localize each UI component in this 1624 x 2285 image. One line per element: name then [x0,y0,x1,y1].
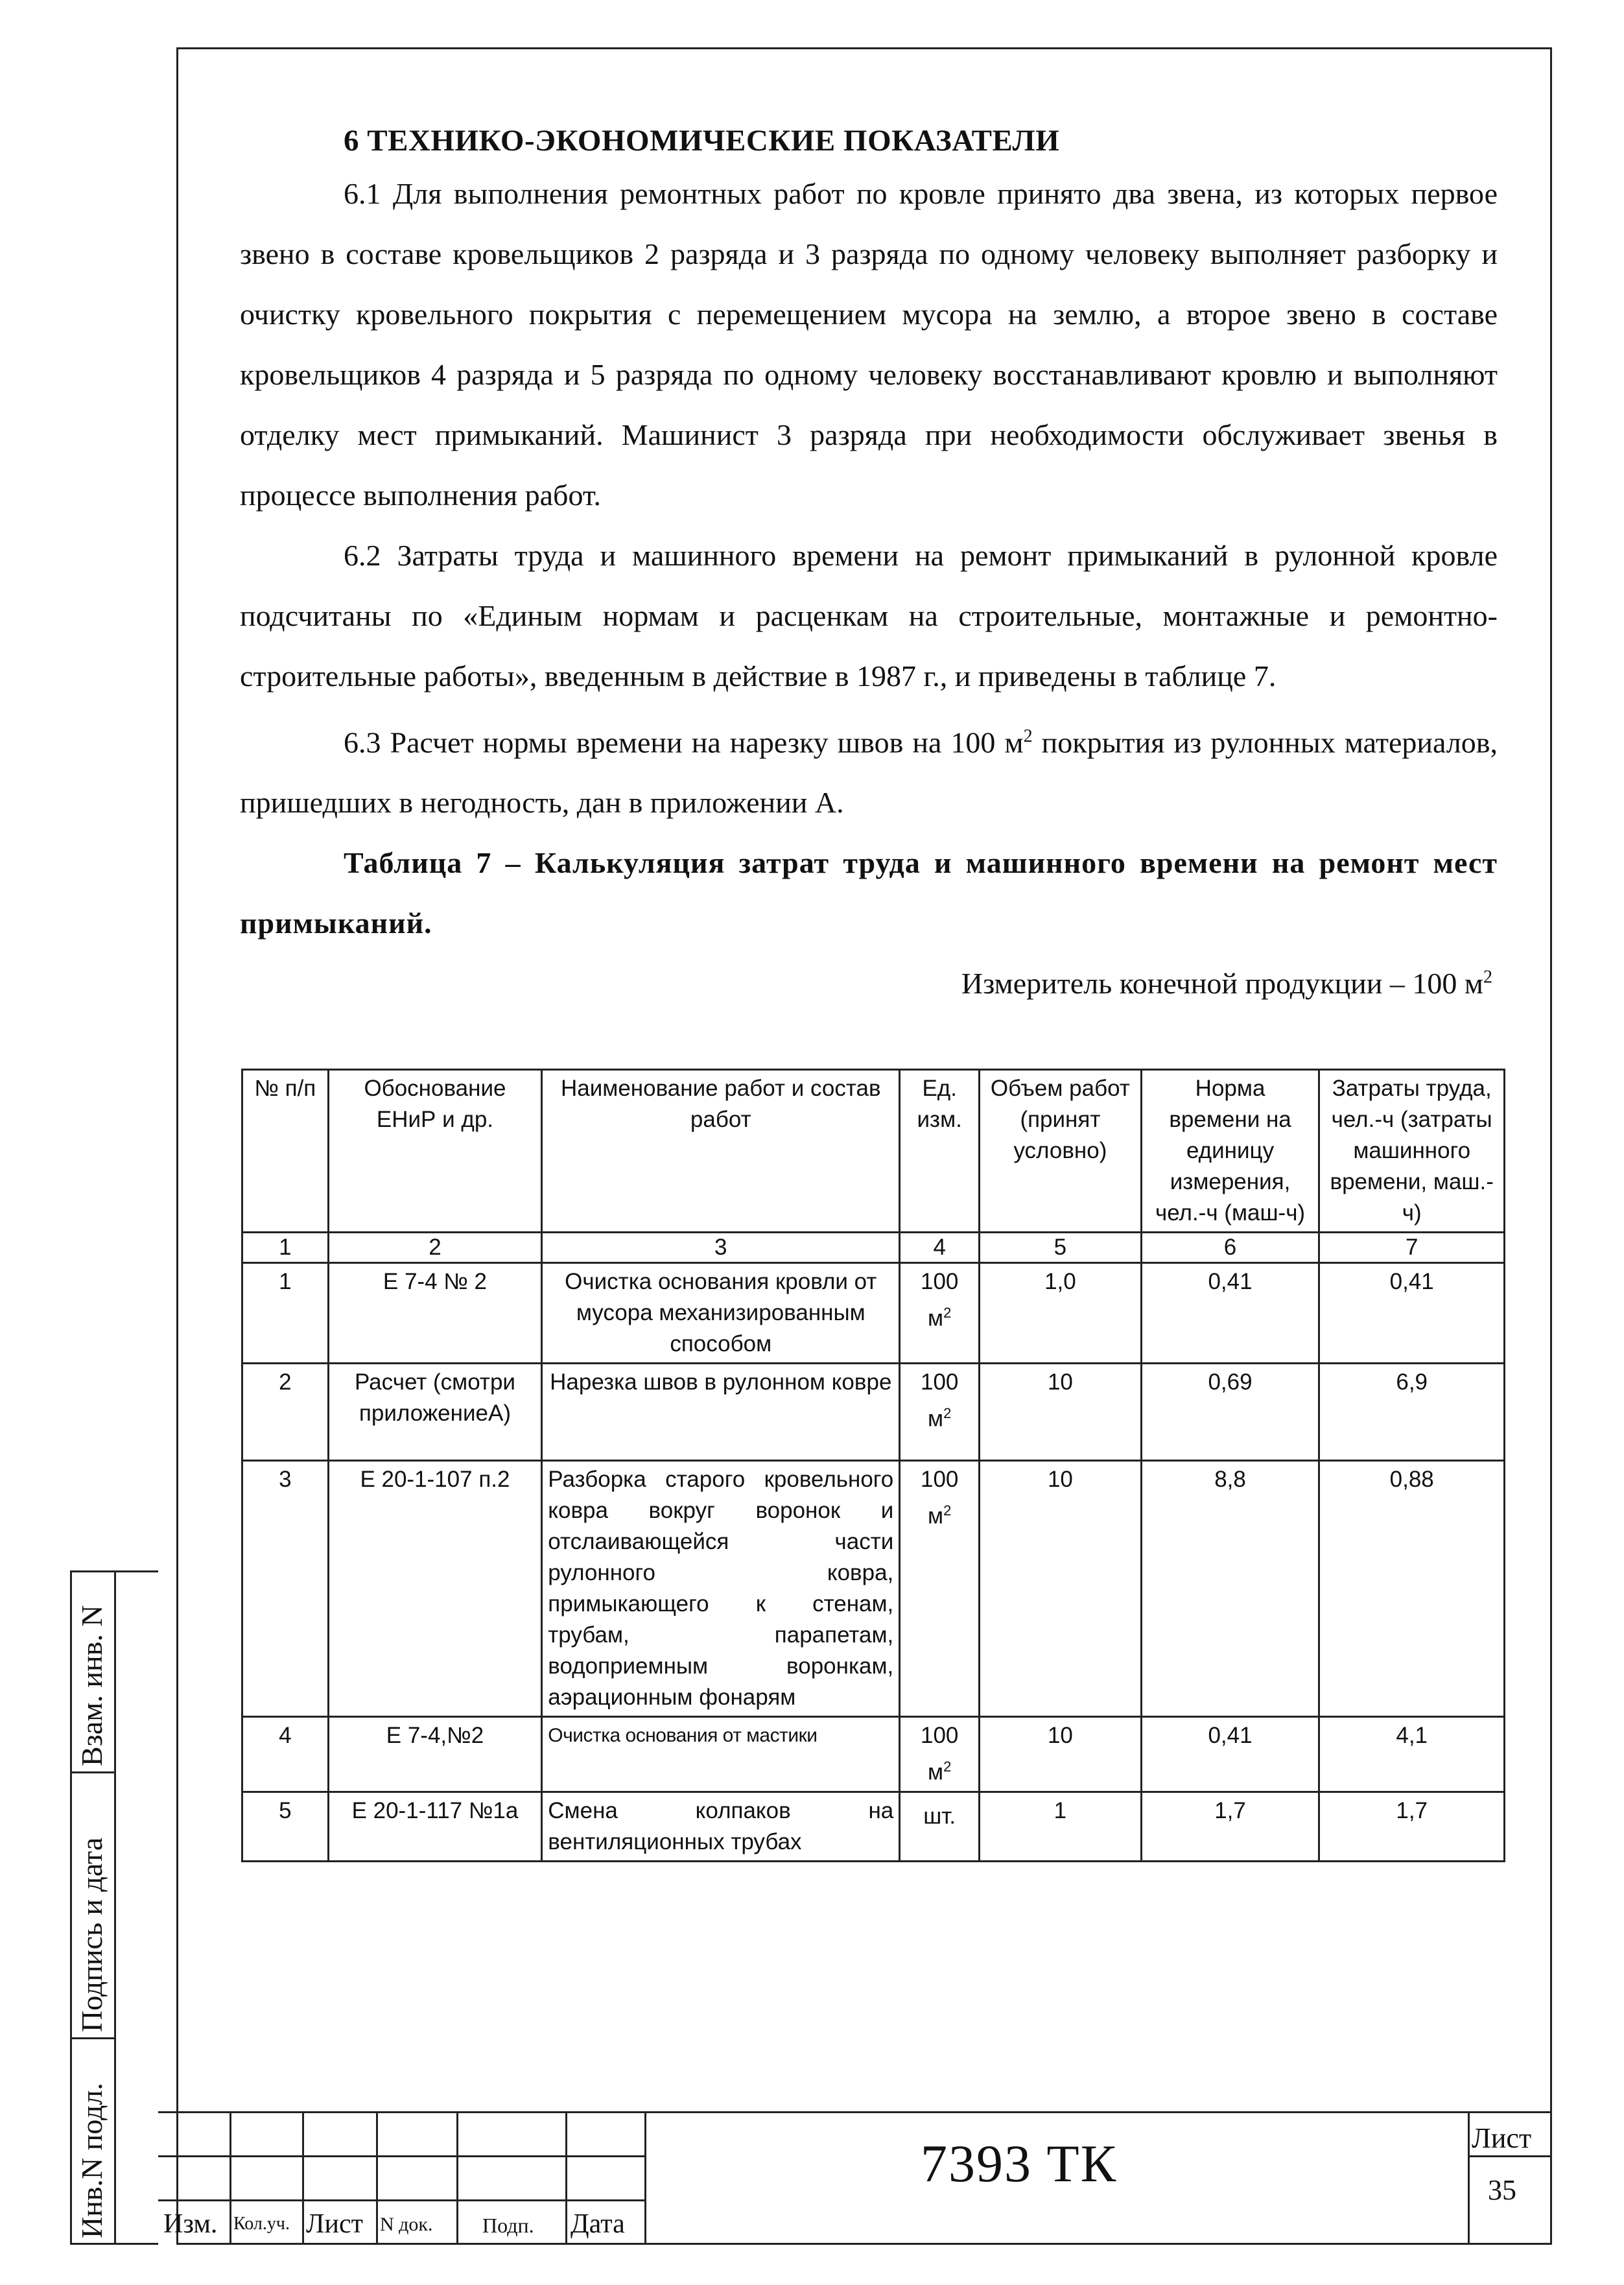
table-row: 4 Е 7-4,№2 Очистка основания от мастики 100 $м^2$ 10 0,41 4,1 [242,1717,1505,1792]
table-row: 3 Е 20-1-107 п.2 Разборка старого кровельного ковра вокруг воронок и отслаивающейся части рулонного ковра, примыкающего к стенам, трубам, парапетам, водоприемным воронкам, аэрационным фонарям 100 $м^2$ 10 8,8 0,88 [242,1461,1505,1717]
measure-unit: Измеритель конечной продукции – 100 $м^2$ [961,967,1492,1000]
col-header: Объем работ (принят условно) [980,1070,1142,1233]
replace-inv-label: Взам. инв. N [75,1605,108,1766]
section-body [240,123,1498,1000]
column-number-row: 1 2 3 4 5 6 7 [242,1233,1505,1263]
section-title: 6 ТЕХНИКО-ЭКОНОМИЧЕСКИЕ ПОКАЗАТЕЛИ [344,124,1060,158]
col-header: Наименование работ и состав работ [542,1070,900,1233]
col-header: Затраты труда, чел.-ч (затраты машинного времени, маш.-ч) [1319,1070,1505,1233]
table-row: 5 Е 20-1-117 №1а Смена колпаков на вентиляционных трубах шт. 1 1,7 1,7 [242,1792,1505,1861]
table-caption: Таблица 7 – Калькуляция затрат труда и машинного времени на ремонт мест примыканий. [240,846,1498,940]
sheet-label: Лист [1472,2122,1532,2154]
sheet-number: 35 [1488,2174,1516,2206]
title-block [158,2111,1552,2245]
sign-date-label: Подпись и дата [75,1837,108,2032]
paragraph-6-2: 6.2 Затраты труда и машинного времени на ремонт примыканий в рулонной кровле подсчитаны по «Единым нормам и расценкам на строительные, монтажные и ремонтно-строительные работы», введенным в действие в 1987 г., и приведены в таблице 7. [240,539,1498,693]
date-label: Дата [571,2209,625,2239]
paragraph-6-3: 6.3 Расчет нормы времени на нарезку швов на 100 $м^2$ покрытия из рулонных материалов, пришедших в негодность, дан в приложении А. [240,726,1498,820]
inv-orig-label: Инв.N подл. [75,2083,108,2238]
table-header-row [242,1070,1505,1233]
list-label: Лист [306,2209,363,2239]
kol-uch-label: Кол.уч. [233,2214,290,2234]
col-header: Ед. изм. [900,1070,980,1233]
col-header: Обоснование ЕНиР и др. [328,1070,542,1233]
calculation-table [241,1069,1505,1862]
izm-label: Изм. [163,2209,218,2239]
n-dok-label: N док. [380,2214,433,2235]
table-row: 1 Е 7-4 № 2 Очистка основания кровли от мусора механизированным способом 100 $м^2$ 1,0 0,41 0,41 [242,1263,1505,1364]
table-row: 2 Расчет (смотри приложениеА) Нарезка швов в рулонном ковре 100 $м^2$ 10 0,69 6,9 [242,1364,1505,1461]
col-header: Норма времени на единицу измерения, чел.-ч (маш-ч) [1141,1070,1319,1233]
document-code: 7393 ТК [921,2134,1118,2193]
col-header: № п/п [242,1070,329,1233]
side-stamp [70,1570,158,2245]
podp-label: Подп. [482,2214,534,2237]
paragraph-6-1: 6.1 Для выполнения ремонтных работ по кровле принято два звена, из которых первое звено в составе кровельщиков 2 разряда и 3 разряда по одному человеку выполняет разборку и очистку кровельного покрытия с перемещением мусора на землю, а второе звено в составе кровельщиков 4 разряда и 5 разряда по одному человеку восстанавливают кровлю и выполняют отделку мест примыканий. Машинист 3 разряда при необходимости обслуживает звенья в процессе выполнения работ. [240,177,1498,512]
